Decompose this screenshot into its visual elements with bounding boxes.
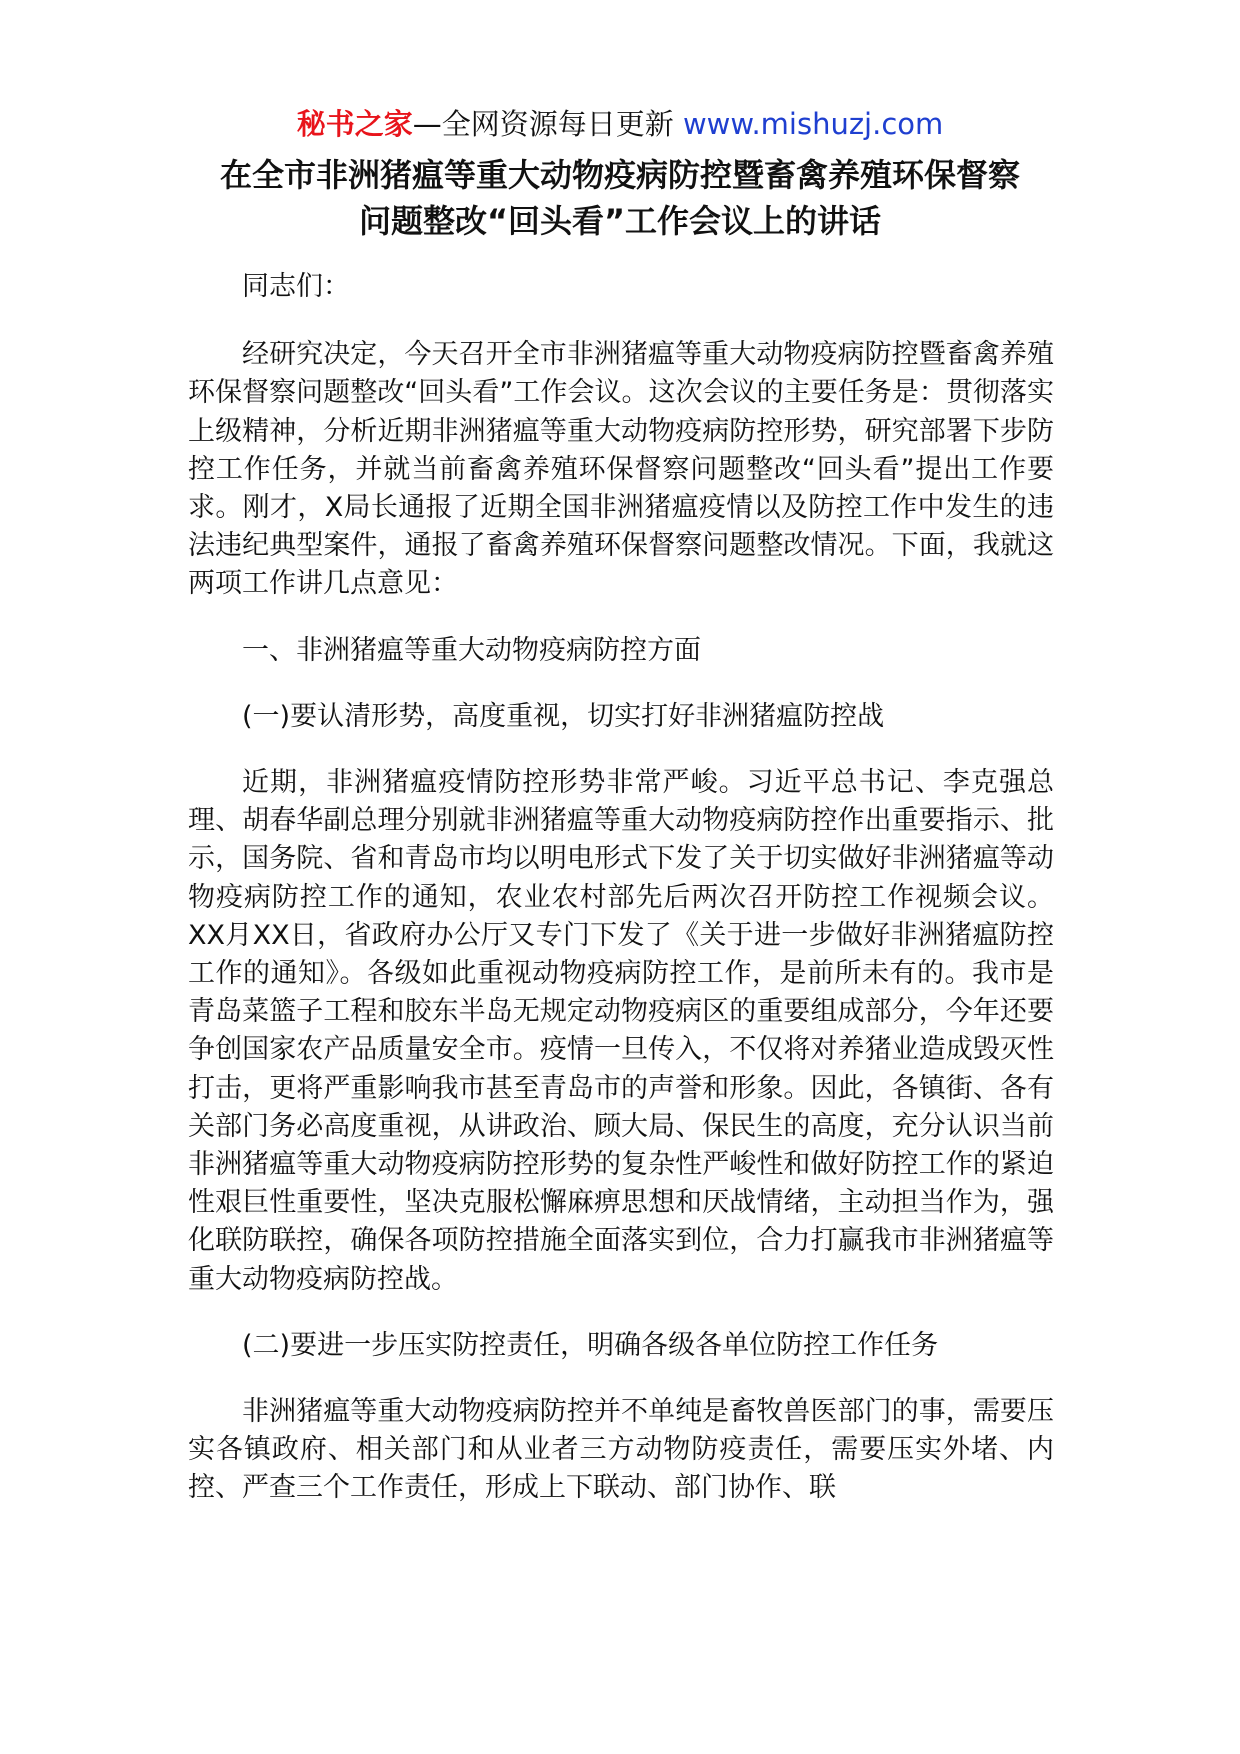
paragraph-responsibility: 非洲猪瘟等重大动物疫病防控并不单纯是畜牧兽医部门的事，需要压实各镇政府、相关部门和从业者三方动物防疫责任，需要压实外堵、内控、严查三个工作责任，形成上下联动、部门协作、联 xyxy=(188,1396,1054,1504)
document-title xyxy=(180,152,1060,244)
section-heading-1: 一、非洲猪瘟等重大动物疫病防控方面 xyxy=(242,634,701,666)
document-title-line-2: 问题整改“回头看”工作会议上的讲话 xyxy=(358,202,882,240)
subsection-heading-2: (二)要进一步压实防控责任，明确各级各单位防控工作任务 xyxy=(242,1329,939,1361)
site-header xyxy=(0,104,1240,144)
paragraph-intro: 经研究决定，今天召开全市非洲猪瘟等重大动物疫病防控暨畜禽养殖环保督察问题整改“回头看”工作会议。这次会议的主要任务是：贯彻落实上级精神，分析近期非洲猪瘟等重大动物疫病防控形势，研究部署下步防控工作任务，并就当前畜禽养殖环保督察问题整改“回头看”提出工作要求。刚才，X局长通报了近期全国非洲猪瘟疫情以及防控工作中发生的违法违纪典型案件，通报了畜禽养殖环保督察问题整改情况。下面，我就这两项工作讲几点意见： xyxy=(188,339,1054,600)
site-url-link[interactable]: www.mishuzj.com xyxy=(682,107,944,141)
site-tagline: —全网资源每日更新 xyxy=(412,107,683,141)
document-body xyxy=(188,268,1054,1536)
paragraph-situation: 近期，非洲猪瘟疫情防控形势非常严峻。习近平总书记、李克强总理、胡春华副总理分别就非洲猪瘟等重大动物疫病防控作出重要指示、批示，国务院、省和青岛市均以明电形式下发了关于切实做好非洲猪瘟等动物疫病防控工作的通知，农业农村部先后两次召开防控工作视频会议。XX月XX日，省政府办公厅又专门下发了《关于进一步做好非洲猪瘟防控工作的通知》。各级如此重视动物疫病防控工作，是前所未有的。我市是青岛菜篮子工程和胶东半岛无规定动物疫病区的重要组成部分，今年还要争创国家农产品质量安全市。疫情一旦传入，不仅将对养猪业造成毁灭性打击，更将严重影响我市甚至青岛市的声誉和形象。因此，各镇街、各有关部门务必高度重视，从讲政治、顾大局、保民生的高度，充分认识当前非洲猪瘟等重大动物疫病防控形势的复杂性严峻性和做好防控工作的紧迫性艰巨性重要性，坚决克服松懈麻痹思想和厌战情绪，主动担当作为，强化联防联控，确保各项防控措施全面落实到位，合力打赢我市非洲猪瘟等重大动物疫病防控战。 xyxy=(188,767,1054,1295)
subsection-heading-1: (一)要认清形势，高度重视，切实打好非洲猪瘟防控战 xyxy=(242,700,885,732)
site-brand: 秘书之家 xyxy=(296,107,413,141)
document-title-line-1: 在全市非洲猪瘟等重大动物疫病防控暨畜禽养殖环保督察 xyxy=(219,156,1020,194)
salutation: 同志们： xyxy=(242,271,350,302)
